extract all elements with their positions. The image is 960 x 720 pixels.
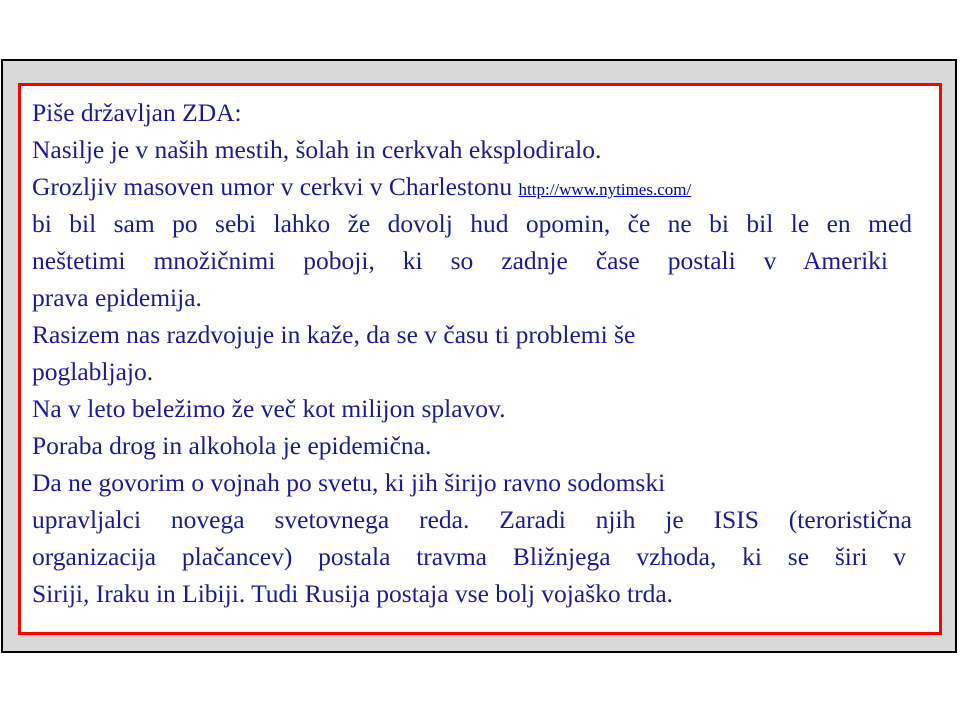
text-line-3 [32, 168, 939, 205]
text-box [18, 83, 942, 635]
text-line-1: Piše državljan ZDA: [32, 98, 242, 127]
text-line-13 [32, 538, 939, 575]
text-line-5-text: neštetimi množičnimi poboji, ki so zadnje čase postali v Ameriki [32, 246, 888, 275]
text-line-13-text: organizacija plačancev) postala travma Bližnjega vzhoda, ki se širi v [32, 542, 906, 571]
text-line-6: prava epidemija. [32, 283, 202, 312]
text-line-9: Na v leto beležimo že več kot milijon splavov. [32, 394, 506, 423]
text-line-3-text: Grozljiv masoven umor v cerkvi v Charlestonu [32, 172, 513, 201]
text-line-14: Siriji, Iraku in Libiji. Tudi Rusija postaja vse bolj vojaško trda. [32, 579, 674, 608]
text-line-10: Poraba drog in alkohola je epidemična. [32, 431, 432, 460]
text-line-12 [32, 501, 939, 538]
text-line-7: Rasizem nas razdvojuje in kaže, da se v času ti problemi še [32, 320, 636, 349]
text-line-12-text: upravljalci novega svetovnega reda. Zaradi njih je ISIS (teroristična [32, 505, 912, 534]
text-line-5 [32, 242, 939, 279]
nytimes-link[interactable]: http://www.nytimes.com/ [518, 180, 692, 199]
text-line-8: poglabljajo. [32, 357, 154, 386]
text-line-4 [32, 205, 939, 242]
text-line-11: Da ne govorim o vojnah po svetu, ki jih širijo ravno sodomski [32, 468, 666, 497]
text-line-2: Nasilje je v naših mestih, šolah in cerkvah eksplodiralo. [32, 135, 602, 164]
text-line-4-text: bi bil sam po sebi lahko že dovolj hud opomin, če ne bi bil le en med [32, 209, 912, 238]
